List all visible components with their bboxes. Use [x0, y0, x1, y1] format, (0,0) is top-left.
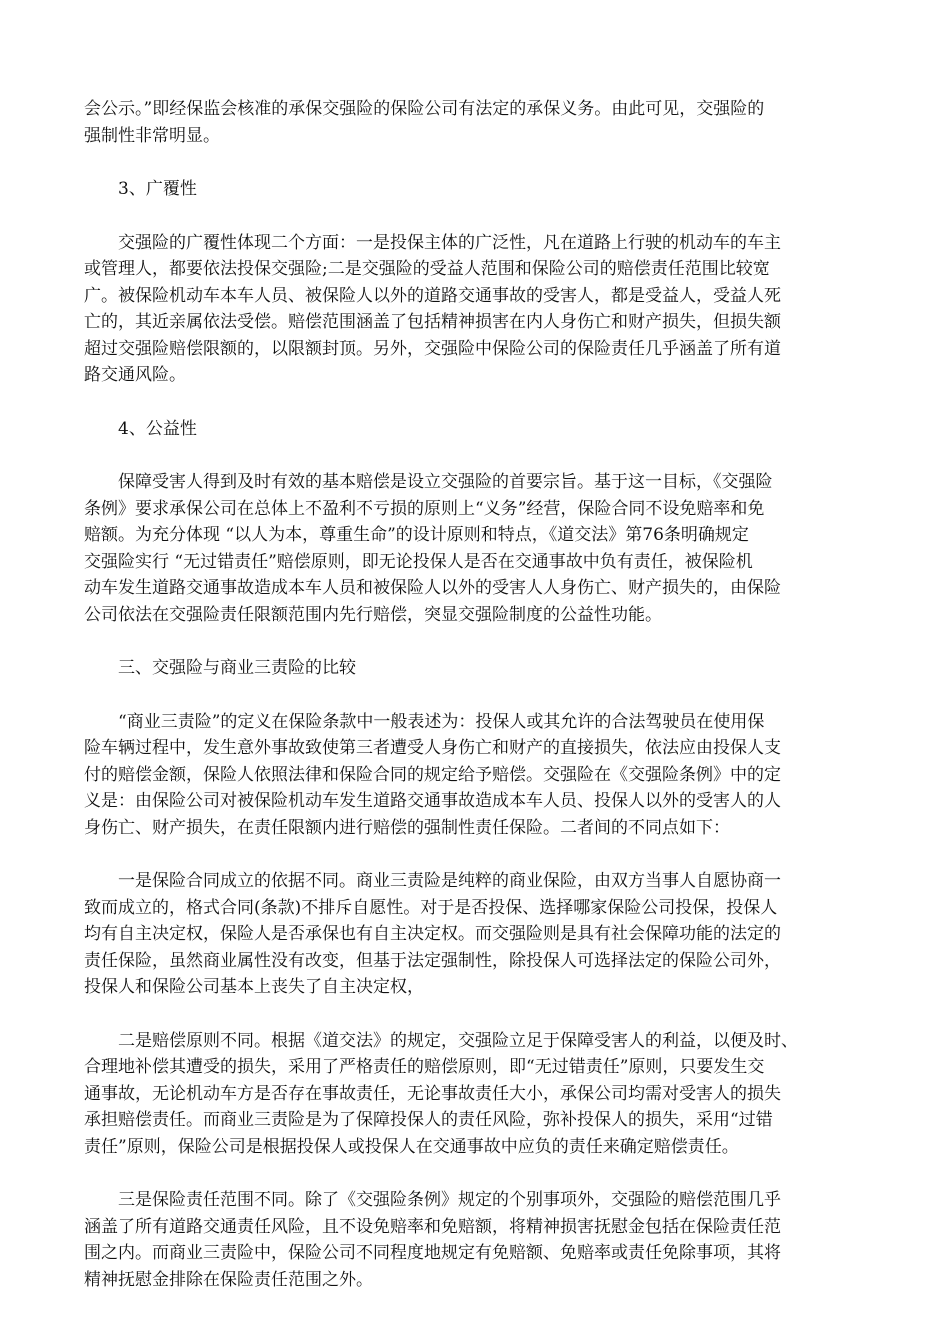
text-line: 付的赔偿金额，保险人依照法律和保险合同的规定给予赔偿。交强险在《交强险条例》中的定	[84, 764, 781, 785]
section-heading-comparison: 三、交强险与商业三责险的比较	[118, 658, 356, 678]
text-line: 致而成立的，格式合同(条款)不排斥自愿性。对于是否投保、选择哪家保险公司投保，投保人	[84, 897, 778, 918]
text-line: 合理地补偿其遭受的损失，采用了严格责任的赔偿原则，即“无过错责任”原则，只要发生交	[84, 1057, 765, 1077]
text-line: 一是保险合同成立的依据不同。商业三责险是纯粹的商业保险，由双方当事人自愿协商一	[118, 871, 781, 891]
text-line: 投保人和保险公司基本上丧失了自主决定权，	[84, 977, 424, 997]
text-line: 强制性非常明显。	[84, 125, 220, 146]
text-line: 精神抚慰金排除在保险责任范围之外。	[84, 1269, 373, 1290]
text-line: 交强险实行 “无过错责任”赔偿原则，即无论投保人是否在交通事故中负有责任，被保险机	[84, 551, 753, 572]
paragraph-public-announcement	[84, 96, 866, 149]
text-line: 超过交强险赔偿限额的，以限额封顶。另外，交强险中保险公司的保险责任几乎涵盖了所有道	[84, 338, 781, 359]
paragraph-difference-liability-scope	[84, 1187, 866, 1293]
text-line: 广。被保险机动车本车人员、被保险人以外的道路交通事故的受害人，都是受益人，受益人死	[84, 285, 781, 306]
text-line: 二是赔偿原则不同。根据《道交法》的规定，交强险立足于保障受害人的利益，以便及时、	[118, 1030, 798, 1051]
text-line: 条例》要求承保公司在总体上不盈利不亏损的原则上“义务”经营，保险合同不设免赔率和免	[84, 498, 765, 519]
text-line: 责任”原则，保险公司是根据投保人或投保人在交通事故中应负的责任来确定赔偿责任。	[84, 1136, 739, 1157]
text-line: 围之内。而商业三责险中，保险公司不同程度地规定有免赔额、免赔率或责任免除事项，其将	[84, 1243, 781, 1263]
text-line: “商业三责险”的定义在保险条款中一般表述为：投保人或其允许的合法驾驶员在使用保	[118, 711, 765, 732]
text-line: 责任保险，虽然商业属性没有改变，但基于法定强制性，除投保人可选择法定的保险公司外，	[84, 950, 781, 971]
text-line: 路交通风险。	[84, 365, 186, 385]
text-line: 动车发生道路交通事故造成本车人员和被保险人以外的受害人人身伤亡、财产损失的，由保险	[84, 578, 781, 598]
text-line: 或管理人，都要依法投保交强险;二是交强险的受益人范围和保险公司的赔偿责任范围比较宽	[84, 259, 770, 279]
paragraph-difference-compensation-principle	[84, 1028, 866, 1161]
paragraph-broad-coverage	[84, 230, 866, 389]
text-line: 赔额。为充分体现 “以人为本，尊重生命”的设计原则和特点，《道交法》第76条明确规定	[84, 525, 749, 545]
document-page	[84, 96, 866, 1320]
text-line: 公司依法在交强险责任限额范围内先行赔偿，突显交强险制度的公益性功能。	[84, 604, 662, 625]
paragraph-difference-contract-basis	[84, 868, 866, 1001]
text-line: 通事故，无论机动车方是否存在事故责任，无论事故责任大小，承保公司均需对受害人的损失	[84, 1083, 781, 1104]
section-heading-public-welfare: 4、公益性	[118, 418, 197, 439]
text-line: 涵盖了所有道路交通责任风险，且不设免赔率和免赔额，将精神损害抚慰金包括在保险责任范	[84, 1216, 781, 1237]
text-line: 义是：由保险公司对被保险机动车发生道路交通事故造成本车人员、投保人以外的受害人的人	[84, 791, 781, 811]
text-line: 险车辆过程中，发生意外事故致使第三者遭受人身伤亡和财产的直接损失，依法应由投保人支	[84, 738, 781, 758]
paragraph-definition	[84, 709, 866, 842]
section-heading-broad-coverage: 3、广覆性	[118, 179, 197, 199]
paragraph-public-welfare	[84, 469, 866, 628]
text-line: 身伤亡、财产损失，在责任限额内进行赔偿的强制性责任保险。二者间的不同点如下：	[84, 817, 730, 838]
text-line: 三是保险责任范围不同。除了《交强险条例》规定的个别事项外，交强险的赔偿范围几乎	[118, 1190, 781, 1210]
text-line: 亡的，其近亲属依法受偿。赔偿范围涵盖了包括精神损害在内人身伤亡和财产损失，但损失额	[84, 312, 781, 332]
text-line: 均有自主决定权，保险人是否承保也有自主决定权。而交强险则是具有社会保障功能的法定的	[84, 924, 781, 944]
text-line: 承担赔偿责任。而商业三责险是为了保障投保人的责任风险，弥补投保人的损失，采用“过错	[84, 1110, 773, 1130]
text-line: 会公示。”即经保监会核准的承保交强险的保险公司有法定的承保义务。由此可见，交强险的	[84, 99, 765, 119]
text-line: 交强险的广覆性体现二个方面：一是投保主体的广泛性，凡在道路上行驶的机动车的车主	[118, 232, 781, 253]
text-line: 保障受害人得到及时有效的基本赔偿是设立交强险的首要宗旨。基于这一目标，《交强险	[118, 472, 773, 492]
